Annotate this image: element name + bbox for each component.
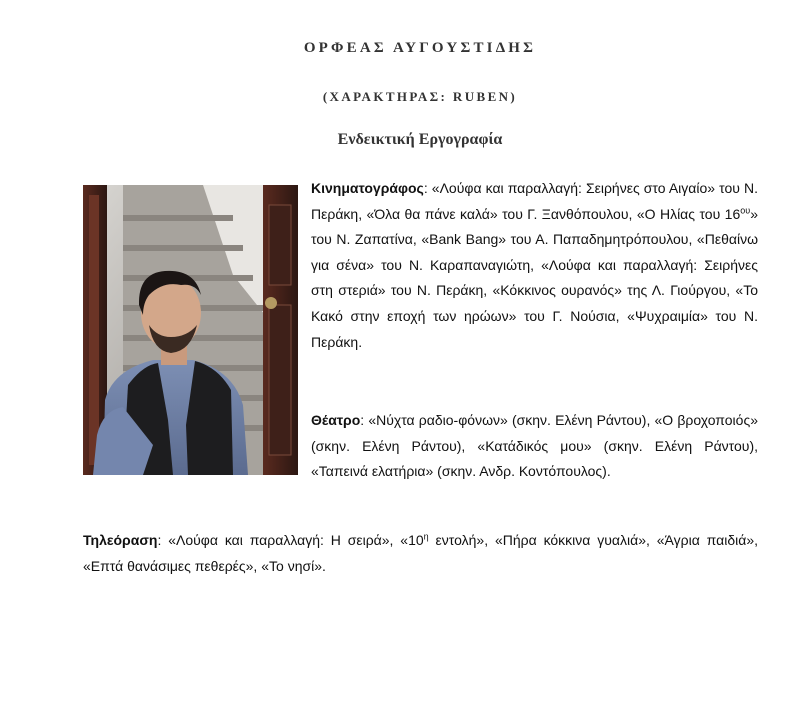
filmography-theatre [311, 408, 758, 485]
television-text-part2: εντολή», «Πήρα κόκκινα γυαλιά», «Άγρια παιδιά», «Επτά θανάσιμες πεθερές», «Το νησί». [83, 532, 758, 574]
theatre-text: : «Νύχτα ραδιο-φόνων» (σκην. Ελένη Ράντου), «Ο βροχοποιός» (σκην. Ελένη Ράντου), «Κατάδικός μου» (σκην. Ελένη Ράντου), «Ταπεινά ελατήρια» (σκην. Ανδρ. Κοντόπουλος). [311, 412, 758, 480]
television-text-part1: : «Λούφα και παραλλαγή: Η σειρά», «10 [157, 532, 424, 548]
cinema-superscript: ου [740, 204, 751, 215]
theatre-label: Θέατρο [311, 412, 361, 428]
television-label: Τηλεόραση [83, 532, 158, 548]
actor-photo-illustration [83, 185, 298, 475]
television-superscript: η [423, 531, 429, 542]
cinema-text-part2: » του Ν. Ζαπατίνα, «Bank Bang» του Α. Παπαδημητρόπουλου, «Πεθαίνω για σένα» του Ν. Καραπαναγιώτη, «Λούφα και παραλλαγή: Σειρήνες στη στεριά» του Ν. Περάκη, «Κόκκινος ουρανός» της Λ. Γιούργου, «Το Κακό στην εποχή των ηρώων» του Γ. Νούσια, «Ψυχραιμία» του Ν. Περάκη. [311, 205, 758, 350]
cinema-label: Κινηματογράφος [311, 180, 424, 196]
section-title: Ενδεικτική Εργογραφία [337, 131, 503, 148]
actor-name: ΟΡΦΕΑΣ ΑΥΓΟΥΣΤΙΔΗΣ [303, 40, 537, 56]
actor-photo [83, 185, 298, 475]
character-name: (ΧΑΡΑΚΤΗΡΑΣ: RUBEN) [322, 89, 518, 104]
filmography-cinema [311, 176, 758, 355]
filmography-television [83, 528, 758, 579]
cinema-text-part1: : «Λούφα και παραλλαγή: Σειρήνες στο Αιγαίο» του Ν. Περάκη, «Όλα θα πάνε καλά» του Γ. Ξανθόπουλου, «Ο Ηλίας του 16 [311, 180, 758, 222]
